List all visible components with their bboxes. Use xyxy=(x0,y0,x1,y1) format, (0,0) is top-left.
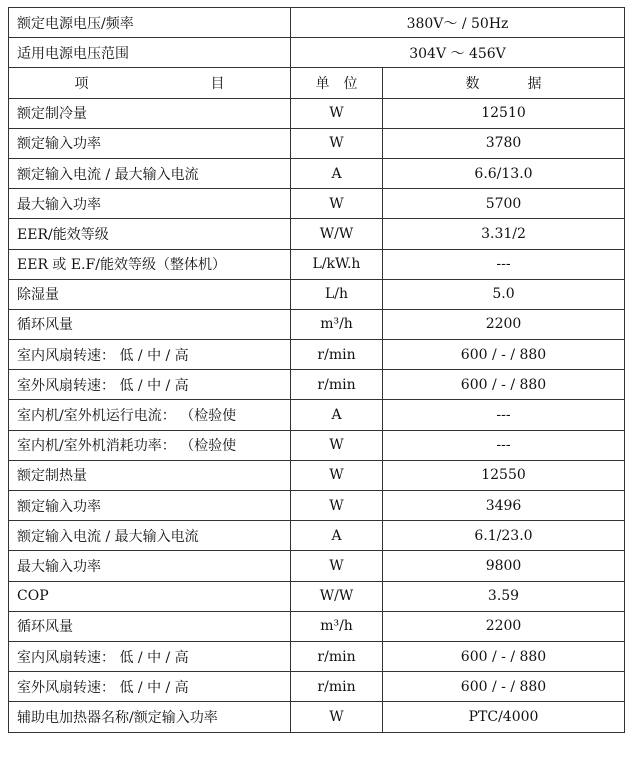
table-row xyxy=(9,158,625,188)
row-unit: W xyxy=(291,128,383,158)
header-item-text: 项目 xyxy=(74,75,225,92)
row-unit: m³/h xyxy=(291,309,383,339)
table-row xyxy=(9,460,625,490)
spec-table-body xyxy=(9,8,625,733)
row-value: --- xyxy=(383,400,625,430)
row-value: 12550 xyxy=(383,460,625,490)
row-label: 额定输入功率 xyxy=(9,128,291,158)
row-label: 循环风量 xyxy=(9,611,291,641)
row-label: 额定输入功率 xyxy=(9,491,291,521)
row-value: 3780 xyxy=(383,128,625,158)
row-value: 600 / - / 880 xyxy=(383,672,625,702)
table-row xyxy=(9,128,625,158)
voltage-range-value: 304V ～ 456V xyxy=(291,38,625,68)
header-data-text: 数据 xyxy=(465,75,542,92)
rated-voltage-value: 380V～ / 50Hz xyxy=(291,8,625,38)
row-value: 9800 xyxy=(383,551,625,581)
row-value: 3.59 xyxy=(383,581,625,611)
table-row xyxy=(9,521,625,551)
row-unit: r/min xyxy=(291,340,383,370)
row-label: 循环风量 xyxy=(9,309,291,339)
row-value: --- xyxy=(383,249,625,279)
spec-table xyxy=(8,7,625,733)
row-value: 600 / - / 880 xyxy=(383,641,625,671)
header-item xyxy=(9,68,291,98)
row-label: 最大输入功率 xyxy=(9,551,291,581)
row-value: 6.1/23.0 xyxy=(383,521,625,551)
row-unit: A xyxy=(291,521,383,551)
header-unit xyxy=(291,68,383,98)
row-label: 最大输入功率 xyxy=(9,189,291,219)
row-value: --- xyxy=(383,430,625,460)
row-value: 600 / - / 880 xyxy=(383,370,625,400)
row-value: 5700 xyxy=(383,189,625,219)
row-label: 额定输入电流 / 最大输入电流 xyxy=(9,158,291,188)
table-row xyxy=(9,98,625,128)
table-row xyxy=(9,641,625,671)
row-value: 12510 xyxy=(383,98,625,128)
row-label: 室外风扇转速： 低 / 中 / 高 xyxy=(9,370,291,400)
table-row xyxy=(9,189,625,219)
row-label: 室内机/室外机运行电流： （检验使 xyxy=(9,400,291,430)
row-label: EER/能效等级 xyxy=(9,219,291,249)
row-label: 室内风扇转速： 低 / 中 / 高 xyxy=(9,641,291,671)
header-data xyxy=(383,68,625,98)
row-unit: r/min xyxy=(291,370,383,400)
table-row xyxy=(9,551,625,581)
row-unit: m³/h xyxy=(291,611,383,641)
row-label: 室内风扇转速： 低 / 中 / 高 xyxy=(9,340,291,370)
row-label: EER 或 E.F/能效等级（整体机） xyxy=(9,249,291,279)
row-unit: A xyxy=(291,158,383,188)
table-row xyxy=(9,611,625,641)
table-row xyxy=(9,491,625,521)
table-row xyxy=(9,400,625,430)
table-row xyxy=(9,430,625,460)
row-unit: W/W xyxy=(291,219,383,249)
row-unit: L/kW.h xyxy=(291,249,383,279)
row-label: 额定输入电流 / 最大输入电流 xyxy=(9,521,291,551)
row-value: 5.0 xyxy=(383,279,625,309)
row-unit: W xyxy=(291,460,383,490)
table-row xyxy=(9,702,625,732)
row-value: 3496 xyxy=(383,491,625,521)
row-unit: L/h xyxy=(291,279,383,309)
row-label: 室内机/室外机消耗功率： （检验使 xyxy=(9,430,291,460)
row-label: 额定制热量 xyxy=(9,460,291,490)
row-value: 2200 xyxy=(383,611,625,641)
row-unit: r/min xyxy=(291,672,383,702)
row-unit: W xyxy=(291,430,383,460)
table-row xyxy=(9,8,625,38)
row-value: 3.31/2 xyxy=(383,219,625,249)
table-row xyxy=(9,672,625,702)
row-label: COP xyxy=(9,581,291,611)
row-label: 辅助电加热器名称/额定输入功率 xyxy=(9,702,291,732)
row-unit: W xyxy=(291,702,383,732)
row-unit: W xyxy=(291,551,383,581)
row-value: 6.6/13.0 xyxy=(383,158,625,188)
table-row xyxy=(9,219,625,249)
table-header-row xyxy=(9,68,625,98)
row-value: PTC/4000 xyxy=(383,702,625,732)
table-row xyxy=(9,38,625,68)
table-row xyxy=(9,370,625,400)
table-row xyxy=(9,581,625,611)
row-unit: W xyxy=(291,189,383,219)
rated-voltage-label: 额定电源电压/频率 xyxy=(9,8,291,38)
row-value: 2200 xyxy=(383,309,625,339)
header-unit-text: 单位 xyxy=(315,75,358,92)
row-unit: W xyxy=(291,491,383,521)
row-unit: W xyxy=(291,98,383,128)
table-row xyxy=(9,340,625,370)
table-row xyxy=(9,309,625,339)
table-row xyxy=(9,249,625,279)
voltage-range-label: 适用电源电压范围 xyxy=(9,38,291,68)
row-value: 600 / - / 880 xyxy=(383,340,625,370)
row-label: 室外风扇转速： 低 / 中 / 高 xyxy=(9,672,291,702)
row-unit: W/W xyxy=(291,581,383,611)
row-unit: A xyxy=(291,400,383,430)
row-label: 额定制冷量 xyxy=(9,98,291,128)
row-label: 除湿量 xyxy=(9,279,291,309)
table-row xyxy=(9,279,625,309)
row-unit: r/min xyxy=(291,641,383,671)
